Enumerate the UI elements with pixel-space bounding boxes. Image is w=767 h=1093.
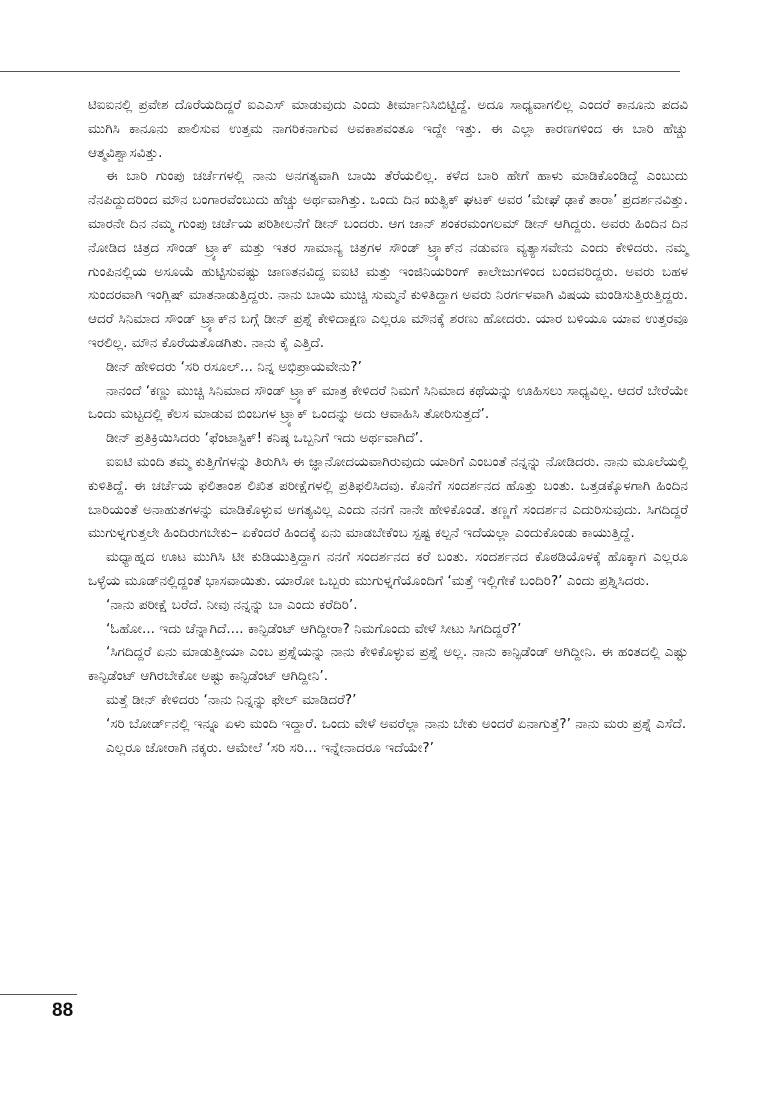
paragraph: ಐಐಟಿ ಮಂದಿ ತಮ್ಮ ಕುತ್ತಿಗೆಗಳನ್ನು ತಿರುಗಿಸಿ ಈ ಜ್ಞಾನೋದಯವಾಗಿರುವುದು ಯಾರಿಗೆ ಎಂಬಂತೆ ನನ್ನನ್ನು ನೋಡಿದರು. ನಾನು ಮೂಲೆಯಲ್ಲಿ ಕುಳಿತಿದ್ದೆ. ಈ ಚರ್ಚೆಯ ಫಲಿತಾಂಶ ಲಿಖಿತ ಪರೀಕ್ಷೆಗಳಲ್ಲಿ ಪ್ರತಿಫಲಿಸಿದವು. ಕೊನೆಗೆ ಸಂದರ್ಶನದ ಹೊತ್ತು ಬಂತು. ಒತ್ತಡಕ್ಕೊಳಗಾಗಿ ಹಿಂದಿನ ಬಾರಿಯಂತೆ ಅನಾಹುತಗಳನ್ನು ಮಾಡಿಕೊಳ್ಳುವ ಅಗತ್ಯವಿಲ್ಲ ಎಂದು ನನಗೆ ನಾನೇ ಹೇಳಿಕೊಂಡೆ. ತಣ್ಣಗೆ ಸಂದರ್ಶನ ಎದುರಿಸುವುದು. ಸಿಗದಿದ್ದರೆ ಮುಗುಳ್ನಗುತ್ತಲೇ ಹಿಂದಿರುಗಬೇಕು– ಏಕೆಂದರೆ ಹಿಂದಕ್ಕೆ ಏನು ಮಾಡಬೇಕೆಂಬ ಸ್ಪಷ್ಟ ಕಲ್ಪನೆ ಇದೆಯಲ್ಲಾ ಎಂದುಕೊಂಡು ಕಾಯುತ್ತಿದ್ದೆ.	[88, 453, 688, 542]
paragraph: ಮತ್ತೆ ಡೀನ್ ಕೇಳಿದರು ‘ನಾನು ನಿನ್ನನ್ನು ಫೇಲ್ ಮಾಡಿದರೆ?’	[106, 691, 357, 708]
paragraph: ಈ ಬಾರಿ ಗುಂಪು ಚರ್ಚೆಗಳಲ್ಲಿ ನಾನು ಅನಗತ್ಯವಾಗಿ ಬಾಯಿ ತೆರೆಯಲಿಲ್ಲ. ಕಳೆದ ಬಾರಿ ಹೇಗೆ ಹಾಳು ಮಾಡಿಕೊಂಡಿದ್ದೆ ಎಂಬುದು ನೆನಪಿದ್ದುದರಿಂದ ಮೌನ ಬಂಗಾರವೆಂಬುದು ಹೆಚ್ಚು ಅರ್ಥವಾಗಿತ್ತು. ಒಂದು ದಿನ ಋತ್ವಿಕ್ ಘಟಕ್ ಅವರ ‘ಮೇಘೆ ಢಾಕೆ ತಾರಾ’ ಪ್ರದರ್ಶನವಿತ್ತು. ಮಾರನೇ ದಿನ ನಮ್ಮ ಗುಂಪು ಚರ್ಚೆಯ ಪರಿಶೀಲನೆಗೆ ಡೀನ್ ಬಂದರು. ಆಗ ಜಾನ್ ಶಂಕರಮಂಗಲಮ್ ಡೀನ್ ಆಗಿದ್ದರು. ಅವರು ಹಿಂದಿನ ದಿನ ನೋಡಿದ ಚಿತ್ರದ ಸೌಂಡ್ ಟ್ರ್ಯಾಕ್ ಮತ್ತು ಇತರ ಸಾಮಾನ್ಯ ಚಿತ್ರಗಳ ಸೌಂಡ್ ಟ್ರ್ಯಾಕ್‌ನ ನಡುವಣ ವ್ಯತ್ಯಾಸವೇನು ಎಂದು ಕೇಳಿದರು. ನಮ್ಮ ಗುಂಪಿನಲ್ಲಿಯ ಅಸೂಯೆ ಹುಟ್ಟಿಸುವಷ್ಟು ಜಾಣತನವಿದ್ದ ಐಐಟಿ ಮತ್ತು ಇಂಜಿನಿಯರಿಂಗ್ ಕಾಲೇಜುಗಳಿಂದ ಬಂದವರಿದ್ದರು. ಅವರು ಬಹಳ ಸುಂದರವಾಗಿ ಇಂಗ್ಲಿಷ್ ಮಾತನಾಡುತ್ತಿದ್ದರು. ನಾನು ಬಾಯಿ ಮುಚ್ಚಿ ಸುಮ್ಮನೆ ಕುಳಿತಿದ್ದಾಗ ಅವರು ನಿರರ್ಗಳವಾಗಿ ವಿಷಯ ಮಂಡಿಸುತ್ತಿರುತ್ತಿದ್ದರು. ಆದರೆ ಸಿನಿಮಾದ ಸೌಂಡ್ ಟ್ರ್ಯಾಕ್‌ನ ಬಗ್ಗೆ ಡೀನ್ ಪ್ರಶ್ನೆ ಕೇಳಿದಾಕ್ಷಣ ಎಲ್ಲರೂ ಮೌನಕ್ಕೆ ಶರಣು ಹೋದರು. ಯಾರ ಬಳಿಯೂ ಯಾವ ಉತ್ತರವೂ ಇರಲಿಲ್ಲ. ಮೌನ ಕೊರೆಯತೊಡಗಿತು. ನಾನು ಕೈ ಎತ್ತಿದೆ.	[88, 168, 689, 351]
paragraph: ನಾನಂದೆ ‘ಕಣ್ಣು ಮುಚ್ಚಿ ಸಿನಿಮಾದ ಸೌಂಡ್ ಟ್ರ್ಯಾಕ್ ಮಾತ್ರ ಕೇಳಿದರೆ ನಿಮಗೆ ಸಿನಿಮಾದ ಕಥೆಯನ್ನು ಊಹಿಸಲು ಸಾಧ್ಯವಿಲ್ಲ. ಆದರೆ ಬೇರೆಯೇ ಒಂದು ಮಟ್ಟದಲ್ಲಿ ಕೆಲಸ ಮಾಡುವ ಬಿಂಬಗಳ ಟ್ರ್ಯಾಕ್ ಒಂದನ್ನು ಅದು ಆವಾಹಿಸಿ ತೋರಿಸುತ್ತದೆ’.	[88, 382, 688, 423]
paragraph: ಮಧ್ಯಾಹ್ನದ ಊಟ ಮುಗಿಸಿ ಟೀ ಕುಡಿಯುತ್ತಿದ್ದಾಗ ನನಗೆ ಸಂದರ್ಶನದ ಕರೆ ಬಂತು. ಸಂದರ್ಶನದ ಕೊಠಡಿಯೊಳಕ್ಕೆ ಹೊಕ್ಕಾಗ ಎಲ್ಲರೂ ಒಳ್ಳೆಯ ಮೂಡ್‌ನಲ್ಲಿದ್ದಂತೆ ಭಾಸವಾಯಿತು. ಯಾರೋ ಒಬ್ಬರು ಮುಗುಳ್ನಗೆಯೊಂದಿಗೆ ‘ಮತ್ತೆ ಇಲ್ಲಿಗೇಕೆ ಬಂದಿರಿ?’ ಎಂದು ಪ್ರಶ್ನಿಸಿದರು.	[88, 549, 688, 589]
top-rule	[0, 71, 680, 72]
paragraph: ಎಲ್ಲರೂ ಜೋರಾಗಿ ನಕ್ಕರು. ಆಮೇಲೆ ‘ಸರಿ ಸರಿ... ಇನ್ನೇನಾದರೂ ಇದೆಯೇ?’	[106, 739, 434, 756]
paragraph: ಡೀನ್ ಪ್ರತಿಕ್ರಿಯಿಸಿದರು ‘ಫೆಂಟಾಸ್ಟಿಕ್! ಕನಿಷ್ಠ ಒಬ್ಬನಿಗೆ ಇದು ಅರ್ಥವಾಗಿದೆ’.	[106, 430, 424, 447]
paragraph: ಡೀನ್ ಹೇಳಿದರು ‘ಸರಿ ರಸೂಲ್... ನಿನ್ನ ಅಭಿಪ್ರಾಯವೇನು?’	[106, 358, 362, 375]
paragraph: ‘ಓಹೋ... ಇದು ಚೆನ್ನಾಗಿದೆ.... ಕಾನ್ಫಿಡೆಂಟ್ ಆಗಿದ್ದೀರಾ? ನಿಮಗೊಂದು ವೇಳೆ ಸೀಟು ಸಿಗದಿದ್ದರೆ?’	[106, 620, 522, 637]
page-number: 88	[52, 1000, 74, 1021]
paragraph: ಟಿಐಐನಲ್ಲಿ ಪ್ರವೇಶ ದೊರೆಯದಿದ್ದರೆ ಐಎಎಸ್ ಮಾಡುವುದು ಎಂದು ತೀರ್ಮಾನಿಸಿಬಿಟ್ಟಿದ್ದೆ. ಅದೂ ಸಾಧ್ಯವಾಗಲಿಲ್ಲ ಎಂದರೆ ಕಾನೂನು ಪದವಿ ಮುಗಿಸಿ ಕಾನೂನು ಪಾಲಿಸುವ ಉತ್ತಮ ನಾಗರಿಕನಾಗುವ ಅವಕಾಶವಂತೂ ಇದ್ದೇ ಇತ್ತು. ಈ ಎಲ್ಲಾ ಕಾರಣಗಳಿಂದ ಈ ಬಾರಿ ಹೆಚ್ಚು ಆತ್ಮವಿಶ್ವಾಸವಿತ್ತು.	[88, 97, 688, 161]
paragraph: ‘ಸರಿ ಬೋರ್ಡ್‌ನಲ್ಲಿ ಇನ್ನೂ ಏಳು ಮಂದಿ ಇದ್ದಾರೆ. ಒಂದು ವೇಳೆ ಅವರೆಲ್ಲಾ ನಾನು ಬೇಕು ಅಂದರೆ ಏನಾಗುತ್ತೆ?’ ನಾನು ಮರು ಪ್ರಶ್ನೆ ಎಸೆದೆ.	[106, 715, 687, 732]
paragraph: ‘ನಾನು ಪರೀಕ್ಷೆ ಬರೆದೆ. ನೀವು ನನ್ನನ್ನು ಬಾ ಎಂದು ಕರೆದಿರಿ’.	[106, 596, 358, 613]
paragraph: ‘ಸಿಗದಿದ್ದರೆ ಏನು ಮಾಡುತ್ತೀಯಾ ಎಂಬ ಪ್ರಶ್ನೆಯನ್ನು ನಾನು ಕೇಳಿಕೊಳ್ಳುವ ಪ್ರಶ್ನೆ ಅಲ್ಲ. ನಾನು ಕಾನ್ಫಿಡೆಂಡ್ ಆಗಿದ್ದೀನಿ. ಈ ಹಂತದಲ್ಲಿ ಎಷ್ಟು ಕಾನ್ಫಿಡೆಂಟ್ ಆಗಿರಬೇಕೋ ಅಷ್ಟು ಕಾನ್ಫಿಡೆಂಟ್ ಆಗಿದ್ದೀನಿ’.	[88, 644, 688, 685]
bottom-rule	[0, 994, 77, 995]
body-text	[88, 94, 688, 760]
